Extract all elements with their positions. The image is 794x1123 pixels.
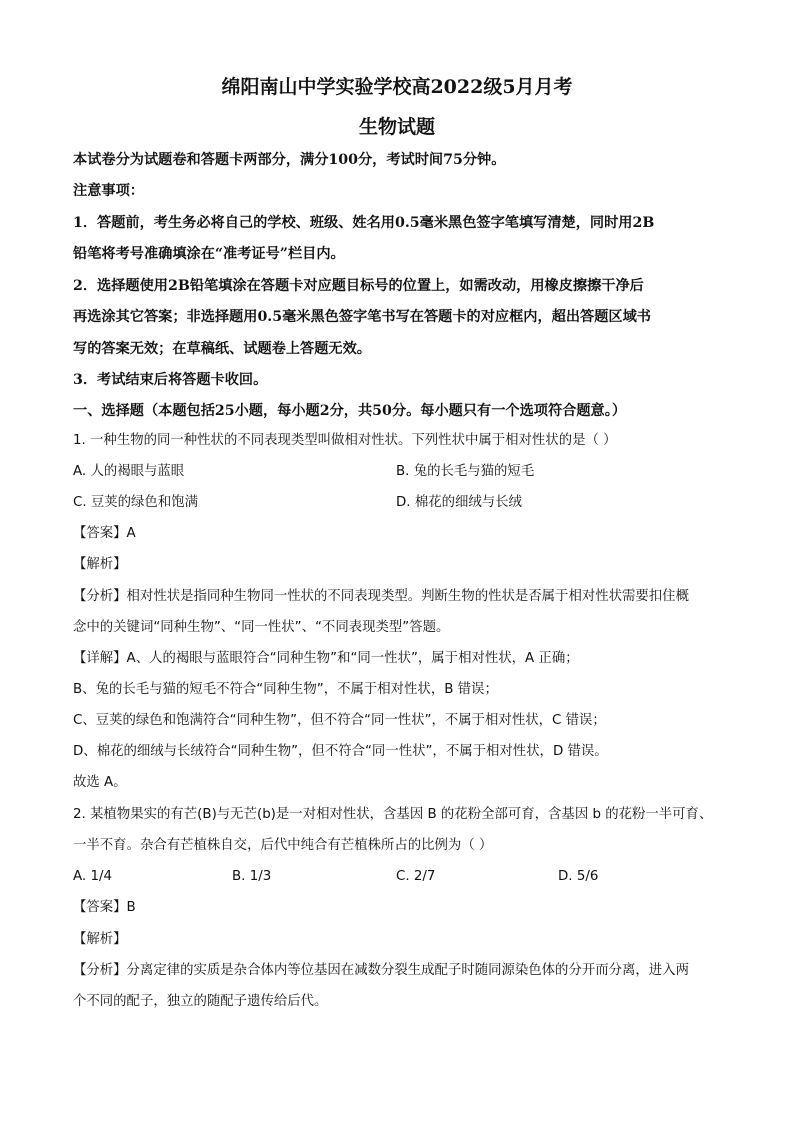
note-1-line-2: 铅笔将考号准确填涂在“准考证号”栏目内。	[73, 246, 345, 262]
question-2-option-b: B. 1/3	[232, 869, 272, 884]
question-1-detail-a: 【详解】A、人的褐眼与蓝眼符合“同种生物”和“同一性状”，属于相对性状，A 正确；	[73, 651, 579, 666]
notes-label: 注意事项：	[73, 183, 144, 199]
question-1-stem: 1. 一种生物的同一种性状的不同表现类型叫做相对性状。下列性状中属于相对性状的是（ ）	[73, 433, 617, 448]
exam-subtitle: 生物试题	[358, 116, 435, 138]
question-2-stem-line-2: 一半不育。杂合有芒植株自交，后代中纯合有芒植株所占的比例为（ ）	[73, 838, 493, 853]
question-1-fenxi-line-1: 【分析】相对性状是指同种生物同一性状的不同表现类型。判断生物的性状是否属于相对性状需要扣住概	[73, 589, 689, 604]
question-1-detail-c: C、豆荚的绿色和饱满符合“同种生物”，但不符合“同一性状”，不属于相对性状，C 错误；	[73, 713, 606, 728]
question-1-detail-b: B、兔的长毛与猫的短毛不符合“同种生物”，不属于相对性状，B 错误；	[73, 682, 498, 697]
question-1-option-a: A. 人的褐眼与蓝眼	[73, 464, 185, 479]
question-1-option-d: D. 棉花的细绒与长绒	[396, 495, 522, 510]
question-2-fenxi-line-2: 个不同的配子，独立的随配子遗传给后代。	[73, 994, 328, 1009]
question-2-option-a: A. 1/4	[73, 869, 112, 884]
question-1-analysis-label: 【解析】	[73, 557, 127, 572]
question-1-detail-d: D、棉花的细绒与长绒符合“同种生物”，但不符合“同一性状”，不属于相对性状，D 错误。	[73, 744, 608, 759]
question-1-option-b: B. 兔的长毛与猫的短毛	[396, 464, 535, 479]
note-2-line-2: 再选涂其它答案；非选择题用0.5毫米黑色签字笔书写在答题卡的对应框内，超出答题区域书	[73, 309, 651, 325]
question-2-option-d: D. 5/6	[558, 869, 599, 884]
question-1-answer: 【答案】A	[73, 526, 136, 541]
question-2-stem-line-1: 2. 某植物果实的有芒(B)与无芒(b)是一对相对性状，含基因 B 的花粉全部可育，含基因 b 的花粉一半可育、	[73, 807, 713, 822]
note-1-line-1: 1．答题前，考生务必将自己的学校、班级、姓名用0.5毫米黑色签字笔填写清楚，同时用2B	[73, 215, 655, 231]
question-1-option-c: C. 豆荚的绿色和饱满	[73, 495, 198, 510]
note-2-line-3: 写的答案无效；在草稿纸、试题卷上答题无效。	[73, 341, 371, 357]
note-2-line-1: 2．选择题使用2B铅笔填涂在答题卡对应题目标号的位置上，如需改动，用橡皮擦擦干净后	[73, 278, 644, 294]
question-2-fenxi-line-1: 【分析】分离定律的实质是杂合体内等位基因在减数分裂生成配子时随同源染色体的分开而分离，进入两	[73, 963, 689, 978]
question-1-conclusion: 故选 A。	[73, 775, 127, 790]
exam-title: 绵阳南山中学实验学校高2022级5月月考	[221, 76, 573, 98]
question-1-fenxi-line-2: 念中的关键词“同种生物”、“同一性状”、“不同表现类型”答题。	[73, 620, 450, 635]
question-2-answer: 【答案】B	[73, 900, 136, 915]
question-2-analysis-label: 【解析】	[73, 932, 127, 947]
section-heading: 一、选择题（本题包括25小题，每小题2分，共50分。每小题只有一个选项符合题意。）	[73, 403, 627, 419]
note-3: 3．考试结束后将答题卡收回。	[73, 372, 268, 388]
question-2-option-c: C. 2/7	[396, 869, 436, 884]
instructions-intro: 本试卷分为试题卷和答题卡两部分，满分100分，考试时间75分钟。	[73, 152, 506, 168]
